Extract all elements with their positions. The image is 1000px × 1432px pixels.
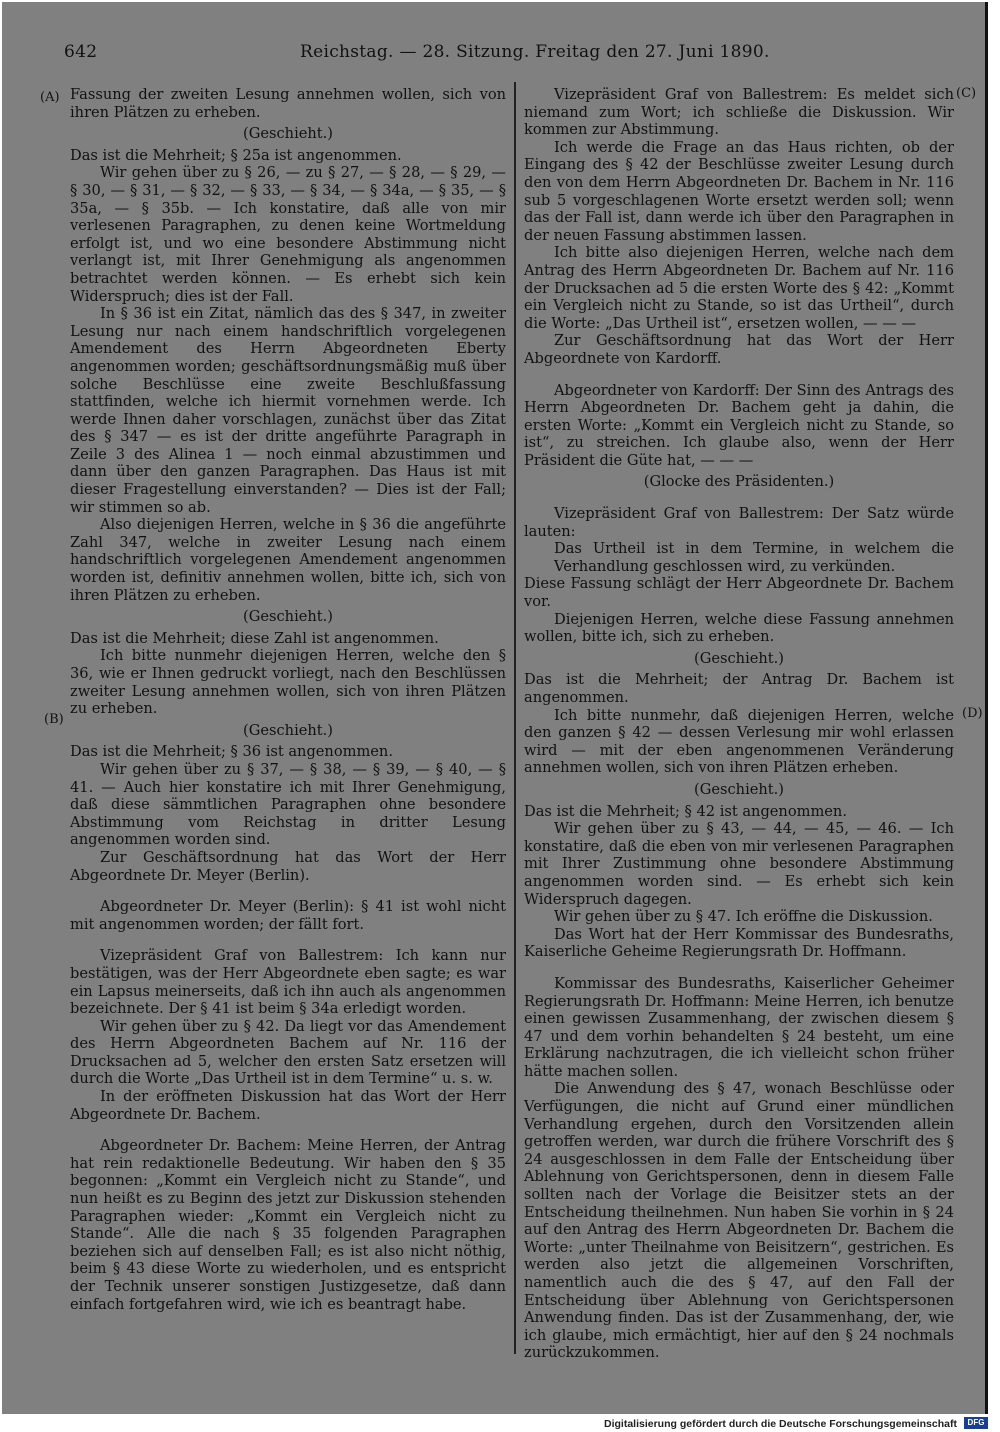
paragraph: Die Anwendung des § 47, wonach Beschlüsse oder Verfügungen, die nicht auf Grund einer mündlichen Verhandlung ergehen, durch den Vorsitzenden allein getroffen werden, war durch die frühere Vorschrift des § 24 ausgeschlossen in dem Falle der Entscheidung über Ablehnung von Gerichtspersonen, denn in diesem Falle sollten nach der Vorlage die Beisitzer stets an der Entscheidung theilnehmen. Nun haben Sie vorhin in § 24 auf den Antrag des Herrn Abgeordneten Dr. Bachem die Worte: „unter Theilnahme von Beisitzern“, gestrichen. Es werden also jetzt die allgemeinen Vorschriften, namentlich auch die des § 47, auf den Fall der Entscheidung über Ablehnung von Gerichtspersonen Anwendung finden. Das ist der Zusammenhang, der, wie ich glaube, mich ermächtigt, hier auf den § 24 nochmals zurückzukommen. bbox=[524, 1080, 954, 1362]
paragraph: Wir gehen über zu § 47. Ich eröffne die Diskussion. bbox=[554, 908, 933, 926]
paragraph: Das ist die Mehrheit; § 42 ist angenommen. bbox=[524, 802, 847, 820]
paragraph: Ich werde die Frage an das Haus richten, ob der Eingang des § 42 der Beschlüsse zweiter Lesung durch den von dem Herrn Abgeordneten Dr. Bachem in Nr. 116 sub 5 vorgeschlagenen Worte ersetzt werden soll; wenn das der Fall ist, dann werde ich über den Paragraphen in der neuen Fassung abstimmen lassen. bbox=[524, 138, 954, 244]
speaker-paragraph: Abgeordneter von Kardorff: Der Sinn des Antrags des Herrn Abgeordneten Dr. Bachem geht ja dahin, die ersten Worte: „Kommt ein Vergleich nicht zu Stande, so ist“, zu streichen. Ich glaube also, wenn der Herr Präsident die Güte hat, — — — bbox=[524, 381, 954, 469]
speaker-paragraph: Vizepräsident Graf von Ballestrem: Der Satz würde lauten: bbox=[524, 505, 954, 540]
stage-direction: (Geschieht.) bbox=[243, 721, 333, 739]
paragraph: Fassung der zweiten Lesung annehmen wollen, sich von ihren Plätzen zu erheben. bbox=[70, 86, 506, 121]
right-column bbox=[524, 86, 954, 1362]
margin-mark-b: (B) bbox=[44, 712, 64, 727]
stage-direction: (Geschieht.) bbox=[243, 125, 333, 143]
stage-direction: (Geschieht.) bbox=[694, 649, 784, 667]
speaker-paragraph: Vizepräsident Graf von Ballestrem: Es meldet sich niemand zum Wort; ich schließe die Diskussion. Wir kommen zur Abstimmung. bbox=[524, 86, 954, 139]
page-header bbox=[64, 42, 946, 64]
paragraph: Ich bitte also diejenigen Herren, welche nach dem Antrag des Herrn Abgeordneten Dr. Bachem auf Nr. 116 der Drucksachen ad 5 die ersten Worte des § 42: „Kommt ein Vergleich nicht zu Stande, so ist das Urtheil“, durch die Worte: „Das Urtheil ist“, ersetzen wollen, — — — bbox=[524, 244, 954, 332]
page-number: 642 bbox=[64, 42, 98, 62]
quoted-text: Das Urtheil ist in dem Termine, in welchem die Verhandlung geschlossen wird, zu verkünden. bbox=[554, 540, 954, 575]
paragraph: In § 36 ist ein Zitat, nämlich das des § 347, in zweiter Lesung nur nach einem handschriftlich vorgelegenen Amendement des Herrn Abgeordneten Eberty angenommen worden; geschäftsordnungsmäßig muß über solche Beschlüsse eine zweite Beschlußfassung stattfinden, welche ich hiermit vornehmen werde. Ich werde Ihnen daher vorschlagen, zunächst über das Zitat des § 347 — es ist der dritte angeführte Paragraph in Zeile 3 des Alinea 1 — noch einmal abzustimmen und dann über den ganzen Paragraphen. Das Haus ist mit dieser Fragestellung einverstanden? — Dies ist der Fall; wir stimmen so ab. bbox=[70, 305, 506, 516]
running-title: Reichstag. — 28. Sitzung. Freitag den 27. Juni 1890. bbox=[300, 42, 770, 62]
stage-direction: (Glocke des Präsidenten.) bbox=[643, 473, 835, 491]
paragraph: Wir gehen über zu § 43, — 44, — 45, — 46. — Ich konstatire, daß die eben von mir verlesenen Paragraphen mit Ihrer Zustimmung ohne besondere Abstimmung angenommen worden sind. — Es erhebt sich kein Widerspruch dagegen. bbox=[524, 820, 954, 908]
margin-mark-a: (A) bbox=[40, 90, 60, 105]
paragraph: Das ist die Mehrheit; der Antrag Dr. Bachem ist angenommen. bbox=[524, 671, 954, 706]
paragraph: Das ist die Mehrheit; § 36 ist angenommen. bbox=[70, 743, 393, 761]
paragraph: Das Wort hat der Herr Kommissar des Bundesraths, Kaiserliche Geheime Regierungsrath Dr. Hoffmann. bbox=[524, 925, 954, 961]
paragraph: Diejenigen Herren, welche diese Fassung annehmen wollen, bitte ich, sich zu erheben. bbox=[524, 610, 954, 646]
paragraph: Wir gehen über zu § 26, — zu § 27, — § 28, — § 29, — § 30, — § 31, — § 32, — § 33, — § 34, — § 34a, — § 35, — § 35a, — § 35b. — Ich konstatire, daß alle von mir verlesenen Paragraphen, zu denen keine Wortmeldung erfolgt ist, und wo eine besondere Abstimmung nicht verlangt ist, mit Ihrer Genehmigung als angenommen betrachtet werden können. — Es erhebt sich kein Widerspruch; dies ist der Fall. bbox=[70, 164, 506, 305]
paragraph: Wir gehen über zu § 42. Da liegt vor das Amendement des Herrn Abgeordneten Bachem auf Nr. 116 der Drucksachen ad 5, welcher den ersten Satz ersetzen will durch die Worte „Das Urtheil ist in dem Termine“ u. s. w. bbox=[70, 1017, 506, 1088]
speaker-paragraph: Abgeordneter Dr. Meyer (Berlin): § 41 ist wohl nicht mit angenommen worden; der fällt fort. bbox=[70, 898, 506, 933]
dfg-logo: DFG bbox=[964, 1417, 988, 1429]
paragraph: In der eröffneten Diskussion hat das Wort der Herr Abgeordnete Dr. Bachem. bbox=[70, 1088, 506, 1123]
speaker-paragraph: Vizepräsident Graf von Ballestrem: Ich kann nur bestätigen, was der Herr Abgeordnete eben sagte; es war ein Lapsus meinerseits, daß ich ihn auch als angenommen bezeichnete. Der § 41 ist beim § 34a erledigt worden. bbox=[70, 947, 506, 1018]
column-divider bbox=[514, 82, 516, 1354]
paragraph: Das ist die Mehrheit; diese Zahl ist angenommen. bbox=[70, 629, 439, 647]
stage-direction: (Geschieht.) bbox=[243, 608, 333, 626]
paragraph: Zur Geschäftsordnung hat das Wort der Herr Abgeordnete Dr. Meyer (Berlin). bbox=[70, 848, 506, 884]
paragraph: Wir gehen über zu § 37, — § 38, — § 39, — § 40, — § 41. — Auch hier konstatire ich mit Ihrer Genehmigung, daß diese sämmtlichen Paragraphen ohne besondere Abstimmung vom Reichstag in dritter Lesung angenommen worden sind. bbox=[70, 760, 506, 849]
margin-mark-d: (D) bbox=[962, 706, 983, 721]
speaker-paragraph: Abgeordneter Dr. Bachem: Meine Herren, der Antrag hat rein redaktionelle Bedeutung. Wir haben den § 35 begonnen: „Kommt ein Vergleich nicht zu Stande“, und nun heißt es zu Beginn des jetzt zur Diskussion stehenden Paragraphen wieder: „Kommt ein Vergleich nicht zu Stande“. Alle die nach § 35 folgenden Paragraphen beziehen sich auf denselben Fall; es ist also nicht nöthig, beim § 43 diese Worte zu wiederholen, und es entspricht der Technik unserer sonstigen Justizgesetze, daß dann einfach fortgefahren wird, wie ich es beantragt habe. bbox=[70, 1137, 506, 1313]
digitization-credit: Digitalisierung gefördert durch die Deutsche Forschungsgemeinschaft bbox=[604, 1418, 957, 1430]
paragraph: Zur Geschäftsordnung hat das Wort der Herr Abgeordnete von Kardorff. bbox=[524, 332, 954, 367]
paragraph: Das ist die Mehrheit; § 25a ist angenommen. bbox=[70, 146, 402, 164]
paragraph: Ich bitte nunmehr, daß diejenigen Herren, welche den ganzen § 42 — dessen Verlesung mir wohl erlassen wird — mit der eben angenommenen Veränderung annehmen wollen, sich von ihren Plätzen erheben. bbox=[524, 706, 954, 777]
left-column bbox=[70, 86, 506, 1313]
stage-direction: (Geschieht.) bbox=[694, 780, 784, 798]
paragraph: Also diejenigen Herren, welche in § 36 die angeführte Zahl 347, welche in zweiter Lesung nach einem handschriftlich vorgelegenen Amendement angenommen worden ist, definitiv annehmen wollen, bitte ich, sich von ihren Plätzen zu erheben. bbox=[70, 516, 506, 604]
margin-mark-c: (C) bbox=[956, 86, 977, 101]
speaker-paragraph: Kommissar des Bundesraths, Kaiserlicher Geheimer Regierungsrath Dr. Hoffmann: Meine Herren, ich benutze einen gewissen Zusammenhang, der zwischen diesem § 47 und dem vorhin behandelten § 24 besteht, um eine Erklärung nachzutragen, die ich vielleicht schon früher hätte machen sollen. bbox=[524, 974, 954, 1080]
paragraph: Diese Fassung schlägt der Herr Abgeordnete Dr. Bachem vor. bbox=[524, 575, 954, 611]
paragraph: Ich bitte nunmehr diejenigen Herren, welche den § 36, wie er Ihnen gedruckt vorliegt, nach den Beschlüssen zweiter Lesung annehmen wollen, sich von ihren Plätzen zu erheben. bbox=[70, 647, 506, 718]
